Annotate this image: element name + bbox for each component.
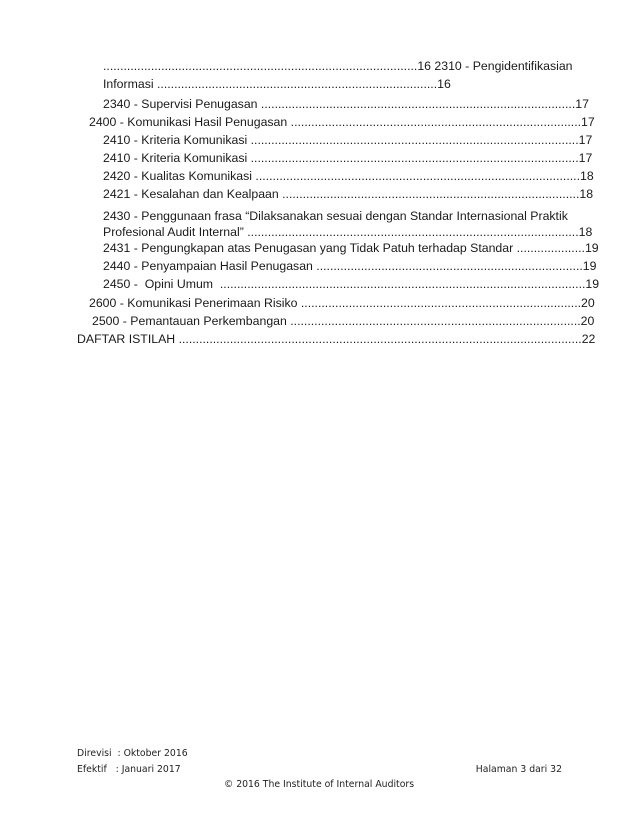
toc-entry-2410: 2410 - Kriteria Komunikasi ................................................................................................17 [103, 133, 593, 147]
footer-copyright: © 2016 The Institute of Internal Auditors [223, 779, 415, 790]
toc-entry-2420: 2420 - Kualitas Komunikasi ...............................................................................................18 [103, 169, 594, 183]
toc-entry-2340: 2340 - Supervisi Penugasan ............................................................................................17 [103, 97, 589, 111]
toc-entry-2450: 2450 - Opini Umum ...........................................................................................................19 [103, 277, 600, 291]
toc-entry-2440: 2440 - Penyampaian Hasil Penugasan ..............................................................................19 [103, 259, 597, 273]
toc-entry-2421: 2421 - Kesalahan dan Kealpaan .......................................................................................18 [103, 187, 594, 201]
toc-entry-daftar-istilah: DAFTAR ISTILAH ......................................................................................................................22 [77, 332, 596, 346]
toc-entry-2310-continued: ............................................................................................16 2310 - Pengidentifikasian [103, 59, 573, 73]
toc-entry-2310-informasi: Informasi ..................................................................................16 [103, 77, 451, 91]
footer-page-number: Halaman 3 dari 32 [475, 764, 562, 775]
toc-entry-2600: 2600 - Komunikasi Penerimaan Risiko ..................................................................................20 [89, 296, 595, 310]
toc-entry-2410-duplicate: 2410 - Kriteria Komunikasi ................................................................................................17 [103, 151, 593, 165]
footer-revised-date: Direvisi : Oktober 2016 [77, 748, 188, 759]
toc-entry-2500: 2500 - Pemantauan Perkembangan .....................................................................................20 [92, 314, 595, 328]
footer-effective-date: Efektif : Januari 2017 [77, 764, 181, 775]
toc-entry-2400: 2400 - Komunikasi Hasil Penugasan .....................................................................................17 [89, 115, 595, 129]
toc-entry-2431: 2431 - Pengungkapan atas Penugasan yang Tidak Patuh terhadap Standar ....................19 [103, 241, 599, 255]
toc-entry-2430: 2430 - Penggunaan frasa “Dilaksanakan sesuai dengan Standar Internasional Praktik [103, 209, 568, 223]
toc-entry-2430-continued: Profesional Audit Internal” .................................................................................................18 [103, 225, 593, 239]
